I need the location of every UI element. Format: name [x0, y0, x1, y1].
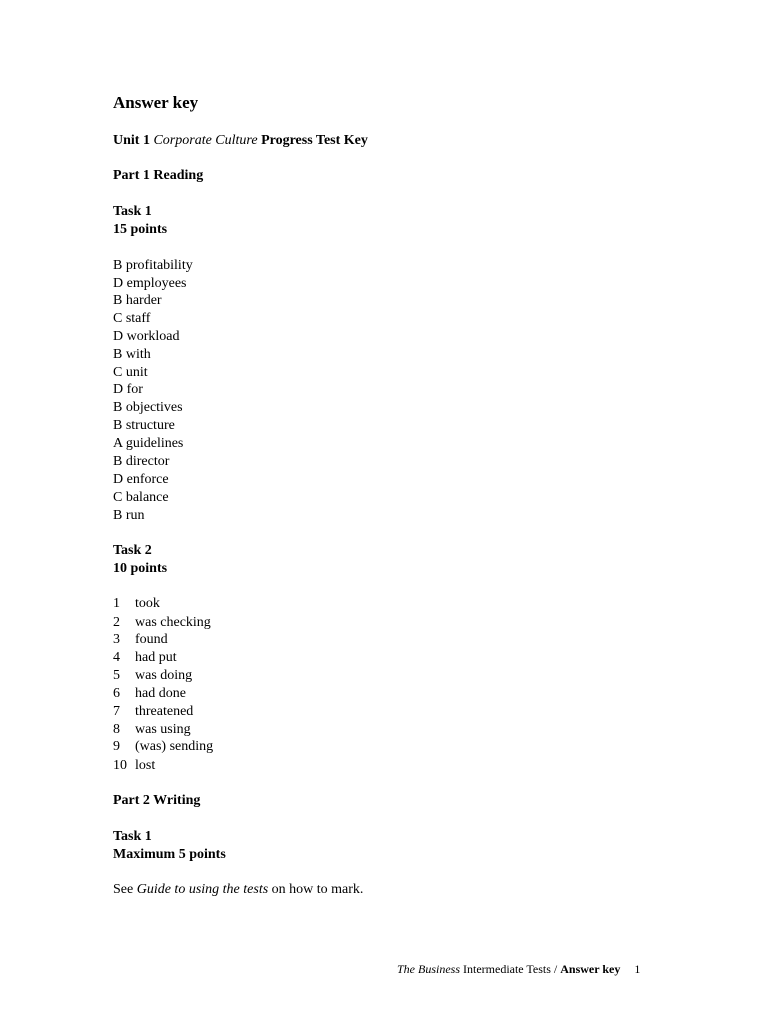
item-number: 4 [113, 650, 120, 665]
item-number: 9 [113, 739, 120, 754]
item-text: threatened [135, 704, 194, 719]
list-item [113, 757, 155, 775]
list-item [113, 703, 193, 721]
page-number: 1 [634, 962, 641, 976]
unit-heading-prefix: Unit 1 [113, 133, 154, 148]
list-item: B run [113, 508, 145, 523]
item-text: was doing [135, 668, 193, 683]
part1-task1-heading: Task 1 [113, 204, 152, 219]
list-item: D workload [113, 329, 180, 344]
part2-heading: Part 2 Writing [113, 793, 201, 808]
part1-task1-points: 15 points [113, 222, 168, 237]
unit-heading [113, 132, 368, 150]
item-text: (was) sending [135, 739, 214, 754]
list-item: C balance [113, 490, 169, 505]
list-item [113, 649, 177, 667]
unit-heading-italic: Corporate Culture [153, 133, 258, 148]
list-item: A guidelines [113, 436, 184, 451]
list-item [113, 595, 160, 613]
list-item: D for [113, 382, 143, 397]
item-text: had done [135, 686, 186, 701]
list-item [113, 721, 191, 739]
item-number: 3 [113, 632, 120, 647]
list-item [113, 738, 213, 756]
page-title: Answer key [113, 93, 199, 112]
list-item [113, 631, 168, 649]
item-number: 1 [113, 596, 120, 611]
unit-heading-suffix: Progress Test Key [257, 133, 368, 148]
part2-task1-heading: Task 1 [113, 829, 152, 844]
footer-series: Intermediate Tests / [460, 962, 561, 976]
marking-note-guide-title: Guide to using the tests [136, 882, 269, 897]
list-item [113, 614, 211, 632]
marking-note-prefix: See [113, 882, 137, 897]
list-item: B with [113, 347, 151, 362]
item-number: 6 [113, 686, 120, 701]
item-text: lost [135, 758, 156, 773]
list-item: C staff [113, 311, 151, 326]
item-text: had put [135, 650, 177, 665]
list-item [113, 685, 186, 703]
part1-heading: Part 1 Reading [113, 168, 204, 183]
list-item: B objectives [113, 400, 183, 415]
item-text: was using [135, 722, 191, 737]
part2-task1-points: Maximum 5 points [113, 847, 226, 862]
list-item: D enforce [113, 472, 169, 487]
item-number: 2 [113, 615, 120, 630]
item-number: 5 [113, 668, 120, 683]
marking-note [113, 881, 363, 899]
list-item: B structure [113, 418, 175, 433]
list-item: D employees [113, 276, 187, 291]
item-number: 8 [113, 722, 120, 737]
list-item [113, 667, 192, 685]
footer-book-title: The Business [397, 962, 460, 976]
item-number: 10 [113, 758, 127, 773]
list-item: B director [113, 454, 170, 469]
list-item: B harder [113, 293, 162, 308]
marking-note-suffix: on how to mark. [268, 882, 364, 897]
footer-section: Answer key [560, 962, 621, 976]
item-number: 7 [113, 704, 120, 719]
item-text: was checking [135, 615, 211, 630]
item-text: found [135, 632, 168, 647]
list-item: B profitability [113, 258, 193, 273]
part1-task2-heading: Task 2 [113, 543, 152, 558]
list-item: C unit [113, 365, 148, 380]
page-footer [397, 962, 640, 977]
part1-task2-points: 10 points [113, 561, 168, 576]
item-text: took [135, 596, 160, 611]
